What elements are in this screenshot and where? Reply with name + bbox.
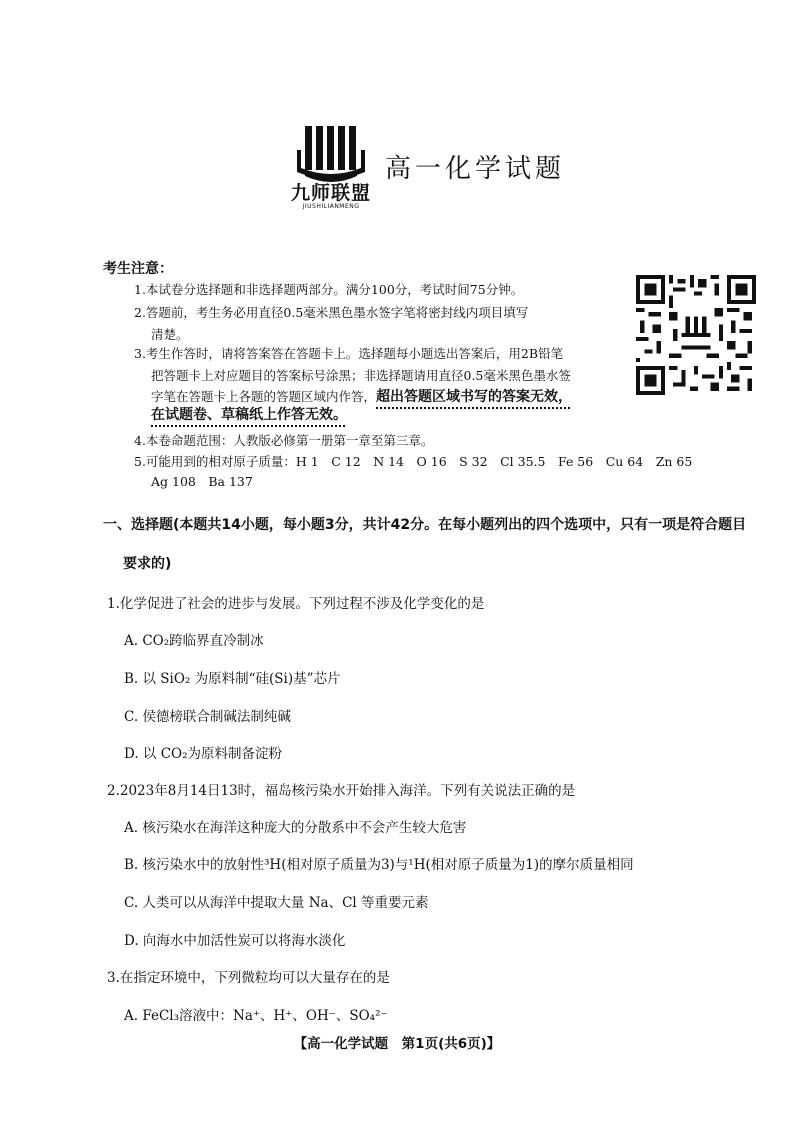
page-title: 高一化学试题 (385, 154, 566, 184)
notice-emphasis: 超出答题区域书写的答案无效， (376, 389, 573, 405)
notice-line: 把答题卡上对应题目的答案标号涂黑；非选择题请用直径0.5毫米黑色墨水签 (151, 368, 571, 383)
question-option: C. 人类可以从海洋中提取大量 Na、Cl 等重要元素 (124, 895, 429, 911)
notice-line: Ag 108 Ba 137 (151, 474, 253, 489)
section-heading: 一、选择题(本题共14小题，每小题3分，共计42分。在每小题列出的四个选项中，只有一项是符合题目 (103, 517, 747, 533)
page-footer: 【高一化学试题 第1页(共6页)】 (293, 1036, 501, 1052)
notice-line: 1.本试卷分选择题和非选择题两部分。满分100分，考试时间75分钟。 (134, 282, 524, 297)
question-option: C. 侯德榜联合制碱法制纯碱 (124, 709, 291, 725)
question-option: B. 核污染水中的放射性³H(相对原子质量为3)与¹H(相对原子质量为1)的摩尔质量相同 (124, 857, 634, 873)
question-stem: 1.化学促进了社会的进步与发展。下列过程不涉及化学变化的是 (107, 596, 485, 612)
notice-line (151, 386, 572, 406)
logo-name: 九师联盟 (290, 182, 371, 204)
section-heading-cont: 要求的) (123, 556, 172, 572)
qr-code (636, 274, 756, 396)
logo-subtitle: JIUSHILIANMENG (302, 203, 360, 210)
notice-line: 4.本卷命题范围：人教版必修第一册第一章至第三章。 (134, 433, 434, 448)
notice-line: 3.考生作答时，请将答案答在答题卡上。选择题每小题选出答案后，用2B铅笔 (134, 346, 564, 361)
notice-emphasis (151, 404, 347, 424)
question-option: D. 向海水中加活性炭可以将海水淡化 (124, 933, 346, 949)
question-stem: 2.2023年8月14日13时，福岛核污染水开始排入海洋。下列有关说法正确的是 (107, 783, 576, 799)
notice-line: 清楚。 (151, 327, 189, 342)
notice-line: 2.答题前，考生务必用直径0.5毫米黑色墨水签字笔将密封线内项目填写 (134, 305, 529, 320)
notice-title: 考生注意： (103, 261, 173, 277)
question-option: A. FeCl₃溶液中：Na⁺、H⁺、OH⁻、SO₄²⁻ (124, 1008, 388, 1024)
notice-line-text: 字笔在答题卡上各题的答题区域内作答， (151, 389, 377, 404)
question-option: D. 以 CO₂为原料制备淀粉 (124, 746, 283, 762)
question-option: A. CO₂跨临界直冷制冰 (124, 633, 264, 649)
notice-emphasis-text: 在试题卷、草稿纸上作答无效。 (151, 407, 347, 423)
question-option: B. 以 SiO₂ 为原料制“硅(Si)基”芯片 (124, 671, 341, 687)
question-option: A. 核污染水在海洋这种庞大的分散系中不会产生较大危害 (124, 820, 467, 836)
question-stem: 3.在指定环境中，下列微粒均可以大量存在的是 (107, 970, 390, 986)
notice-line: 5.可能用到的相对原子质量：H 1 C 12 N 14 O 16 S 32 Cl 35.5 Fe 56 Cu 64 Zn 65 (134, 454, 693, 469)
